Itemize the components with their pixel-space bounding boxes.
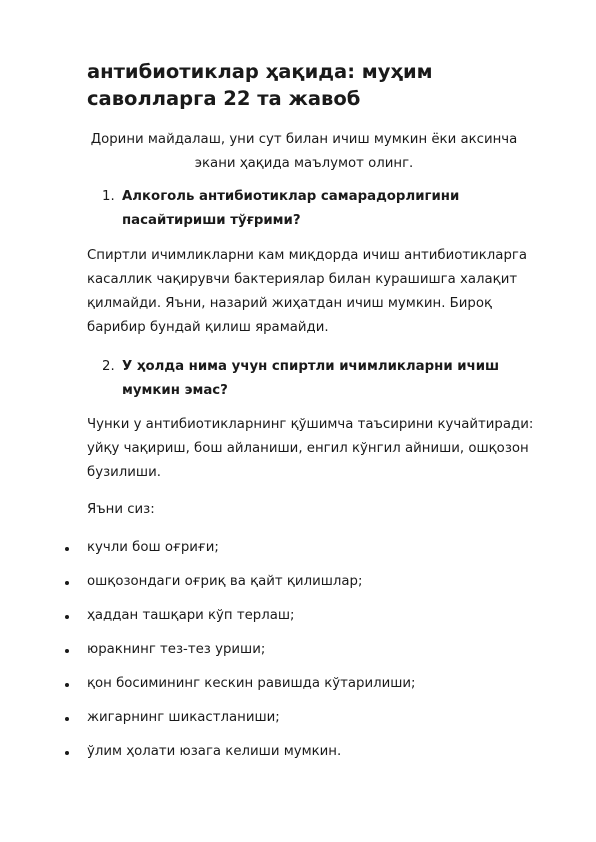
symptom-list xyxy=(0,536,596,774)
list-intro: Яъни сиз: xyxy=(87,502,155,517)
question-1-text: Алкоголь антибиотиклар самарадорлигини пасайтириши тўғрими? xyxy=(122,189,460,228)
bullet-icon xyxy=(65,683,69,687)
list-item: кучли бош оғриғи; xyxy=(0,536,596,570)
bullet-icon xyxy=(65,751,69,755)
question-2-number: 2. xyxy=(102,359,115,374)
question-2 xyxy=(102,355,542,403)
lead-paragraph: Дорини майдалаш, уни сут билан ичиш мумкин ёки аксинча экани ҳақида маълумот олинг. xyxy=(90,132,518,171)
answer-2: Чунки у антибиотикларнинг қўшимча таъсирини кучайтиради: уйқу чақириш, бош айланиши, енгил кўнгил айниши, ошқозон бузилиши. xyxy=(87,417,534,480)
question-1 xyxy=(102,185,542,233)
list-item: юракнинг тез-тез уриши; xyxy=(0,638,596,672)
list-item: жигарнинг шикастланиши; xyxy=(0,706,596,740)
question-2-text: У ҳолда нима учун спиртли ичимликларни ичиш мумкин эмас? xyxy=(122,359,500,398)
bullet-icon xyxy=(65,717,69,721)
question-1-number: 1. xyxy=(102,189,115,204)
bullet-icon xyxy=(65,615,69,619)
page-title: антибиотиклар ҳақида: муҳим саволларга 22 та жавоб xyxy=(87,60,433,110)
list-item: ошқозондаги оғриқ ва қайт қилишлар; xyxy=(0,570,596,604)
list-item: қон босимининг кескин равишда кўтарилиши; xyxy=(0,672,596,706)
answer-1: Спиртли ичимликларни кам миқдорда ичиш антибиотикларга касаллик чақирувчи бактериялар билан курашишга халақит қилмайди. Яъни, назарий жиҳатдан ичиш мумкин. Бироқ барибир бундай қилиш ярамайди. xyxy=(87,248,528,335)
list-item: ўлим ҳолати юзага келиши мумкин. xyxy=(0,740,596,774)
bullet-icon xyxy=(65,581,69,585)
bullet-icon xyxy=(65,547,69,551)
bullet-icon xyxy=(65,649,69,653)
list-item: ҳаддан ташқари кўп терлаш; xyxy=(0,604,596,638)
